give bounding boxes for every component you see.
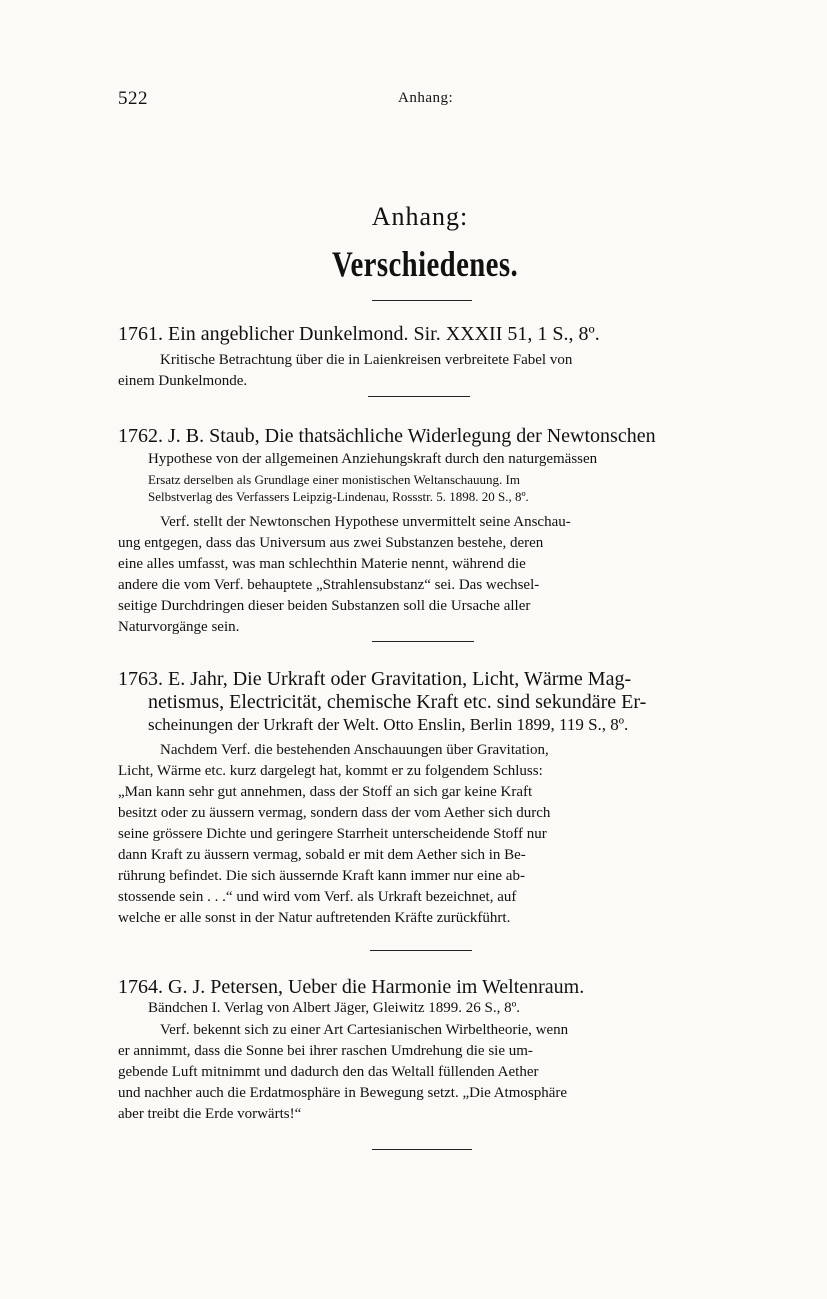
entry-body-line: Licht, Wärme etc. kurz dargelegt hat, kommt er zu folgendem Schluss: xyxy=(118,763,543,779)
entry-body-line: eine alles umfasst, was man schlechthin Materie nennt, während die xyxy=(118,556,526,572)
entry-body-line: „Man kann sehr gut annehmen, dass der Stoff an sich gar keine Kraft xyxy=(118,784,533,800)
entry-heading: 1764. G. J. Petersen, Ueber die Harmonie im Weltenraum. xyxy=(118,976,585,998)
entry-body-line: seitige Durchdringen dieser beiden Substanzen soll die Ursache aller xyxy=(118,598,531,614)
entry-body-line: Verf. stellt der Newtonschen Hypothese unvermittelt seine Anschau- xyxy=(160,514,571,530)
running-head xyxy=(118,88,728,114)
section-rule xyxy=(372,300,472,301)
entry-title-line: scheinungen der Urkraft der Welt. Otto Enslin, Berlin 1899, 119 S., 8º. xyxy=(148,715,629,734)
running-title: Anhang: xyxy=(398,90,454,106)
entry-heading: 1761. Ein angeblicher Dunkelmond. Sir. XXXII 51, 1 S., 8º. xyxy=(118,323,600,345)
page-number: 522 xyxy=(118,88,148,109)
entry-heading: 1763. E. Jahr, Die Urkraft oder Gravitation, Licht, Wärme Mag- xyxy=(118,668,632,690)
entry-pub-line: Selbstverlag des Verfassers Leipzig-Lindenau, Rossstr. 5. 1898. 20 S., 8º. xyxy=(148,489,529,504)
entry-body-line: dann Kraft zu äussern vermag, sobald er mit dem Aether sich in Be- xyxy=(118,847,526,863)
entry-rule xyxy=(368,396,470,397)
entry-rule xyxy=(370,950,472,951)
entry-body-line: Verf. bekennt sich zu einer Art Cartesianischen Wirbeltheorie, wenn xyxy=(160,1022,569,1038)
entry-body-line: er annimmt, dass die Sonne bei ihrer raschen Umdrehung die sie um- xyxy=(118,1043,533,1059)
entry-body-line: ung entgegen, dass das Universum aus zwei Substanzen bestehe, deren xyxy=(118,535,544,551)
entry-body-line: Naturvorgänge sein. xyxy=(118,619,240,635)
entry-body-line: Kritische Betrachtung über die in Laienkreisen verbreitete Fabel von xyxy=(160,352,573,368)
entry-body-line: Nachdem Verf. die bestehenden Anschauungen über Gravitation, xyxy=(160,742,549,758)
entry-body-line: seine grössere Dichte und geringere Starrheit unterscheidende Stoff nur xyxy=(118,826,547,842)
entry-body-line: andere die vom Verf. behauptete „Strahlensubstanz“ sei. Das wechsel- xyxy=(118,577,540,593)
entry-rule xyxy=(372,641,474,642)
entry-body-line: aber treibt die Erde vorwärts!“ xyxy=(118,1106,302,1122)
section-title: Verschiedenes. xyxy=(331,244,519,284)
entry-title-line: Hypothese von der allgemeinen Anziehungskraft durch den naturgemässen xyxy=(148,451,598,467)
entry-body-line: besitzt oder zu äussern vermag, sondern dass der vom Aether sich durch xyxy=(118,805,551,821)
entry-body-line: gebende Luft mitnimmt und dadurch den das Weltall füllenden Aether xyxy=(118,1064,539,1080)
entry-title-line: netismus, Electricität, chemische Kraft etc. sind sekundäre Er- xyxy=(148,691,647,713)
entry-body-line: rührung befindet. Die sich äussernde Kraft kann immer nur eine ab- xyxy=(118,868,525,884)
entry-body-line: stossende sein . . .“ und wird vom Verf. als Urkraft bezeichnet, auf xyxy=(118,889,517,905)
entry-pub-line: Ersatz derselben als Grundlage einer monistischen Weltanschauung. Im xyxy=(148,472,520,487)
entry-body-line: einem Dunkelmonde. xyxy=(118,373,248,389)
entry-rule xyxy=(372,1149,472,1150)
entry-pub-line: Bändchen I. Verlag von Albert Jäger, Gleiwitz 1899. 26 S., 8º. xyxy=(148,1000,521,1016)
section-kicker: Anhang: xyxy=(371,202,469,231)
entry-heading: 1762. J. B. Staub, Die thatsächliche Widerlegung der Newtonschen xyxy=(118,425,656,447)
entry-body-line: und nachher auch die Erdatmosphäre in Bewegung setzt. „Die Atmosphäre xyxy=(118,1085,568,1101)
entry-body-line: welche er alle sonst in der Natur auftretenden Kräfte zurückführt. xyxy=(118,910,511,926)
